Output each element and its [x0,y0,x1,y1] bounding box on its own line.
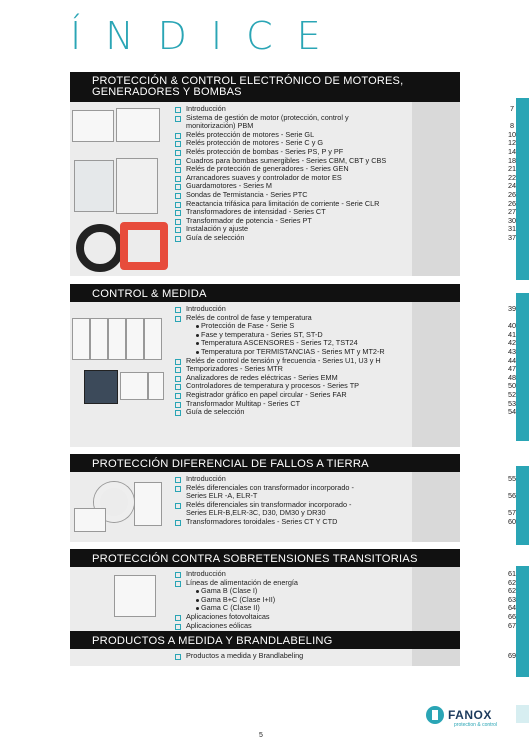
toc-list [173,651,517,661]
toc-entry-title: Guardamotores - Series M [186,181,272,191]
toc-list [173,474,517,527]
toc-entry-title: Temperatura ASCENSORES - Series T2, TST24 [201,338,358,348]
toc-entry-title: Series ELR -A, ELR-T [186,491,258,501]
toc-entry-title: Aplicaciones eólicas [186,620,252,630]
section-header [70,284,460,302]
bullet-icon [175,572,181,578]
section-header [70,72,460,102]
toc-entry-title: Instalación y ajuste [186,224,249,234]
toc-entry-page: 54 [507,407,517,417]
toc-entry-title: Líneas de alimentación de energía [186,577,298,587]
toc-entry-page: 40 [507,321,517,331]
toc-entry-page: 8 [509,121,515,131]
toc-entry-title: Sistema de gestión de motor (protección, control y [186,112,349,122]
dot-icon [196,334,199,337]
toc-entry-page: 14 [507,146,517,156]
toc-entry-page: 10 [507,129,517,139]
toc-entry-title: Relés de control de fase y temperatura [186,312,312,322]
toc-entry-title: Transformador de potencia - Series PT [186,215,312,225]
section-surge-protection [70,549,517,632]
controller-image [120,372,148,400]
bullet-icon [175,520,181,526]
toc-entry-title: Sondas de Termistancia - Series PTC [186,189,308,199]
page-column [412,567,460,632]
bullet-icon [175,141,181,147]
toc-entry-title: Fase y temperatura - Series ST, ST-D [201,329,323,339]
toc-entry-page: 39 [507,304,517,313]
toc-entry-page: 56 [507,491,517,501]
toc-entry-page: 48 [507,372,517,382]
bullet-icon [175,615,181,621]
bullet-icon [175,193,181,199]
bullet-icon [175,376,181,382]
bullet-icon [175,107,181,113]
bullet-icon [175,410,181,416]
bullet-icon [175,133,181,139]
bullet-icon [175,202,181,208]
page-number: 5 [259,732,263,739]
bullet-icon [175,236,181,242]
toc-entry-title: Gama C (Clase II) [201,603,260,613]
toc-entry-title: Reactancia trifásica para limitación de corriente - Serie CLR [186,198,380,208]
toc-list [173,304,517,417]
page-title: ÍNDICE [70,14,345,58]
toc-entry-page: 26 [507,198,517,208]
product-images [70,567,170,632]
toc-entry-page: 57 [507,508,517,518]
toc-entry-title: Introducción [186,569,226,578]
motor-relay-image [72,110,114,142]
toc-entry[interactable] [173,407,517,417]
toc-entry-title: Relés protección de motores - Serie C y G [186,138,324,148]
toc-entry-page: 61 [507,569,517,578]
toc-entry-title: Guía de selección [186,232,245,242]
bullet-icon [175,316,181,322]
toc-entry-page: 64 [507,603,517,613]
bullet-icon [175,581,181,587]
toc-entry-page: 67 [507,620,517,630]
dot-icon [196,342,199,345]
phase-relay-image-3 [108,318,126,360]
bullet-icon [175,367,181,373]
toc-entry-title: Introducción [186,474,226,483]
toc-entry-page: 37 [507,232,517,242]
current-transformer-image [76,224,124,272]
toc-entry-title: Transformador Multitap - Series CT [186,398,301,408]
page-column [412,102,460,276]
side-tab-5[interactable] [516,705,529,723]
toc-entry-title: Guía de selección [186,407,245,417]
toc-entry-title: Transformadores de intensidad - Series CT [186,207,326,217]
bullet-icon [175,227,181,233]
pump-panel-image-2 [116,158,158,214]
toc-entry-page: 31 [507,224,517,234]
phase-relay-image [72,318,90,360]
section-body [70,302,517,447]
section-header-text: PRODUCTOS A MEDIDA Y BRANDLABELING [92,635,333,647]
section-body [70,102,517,276]
toc-entry-title: Aplicaciones fotovoltaicas [186,611,270,621]
toc-entry-page: 62 [507,586,517,596]
toc-entry-title: Protección de Fase - Serie S [201,321,295,331]
product-images [70,472,170,542]
toc-entry-title: Introducción [186,104,226,113]
section-header [70,549,460,567]
toc-list [173,569,517,630]
toc-entry-page: 7 [509,104,515,113]
bullet-icon [175,184,181,190]
network-analyzer-image [84,370,118,404]
section-body [70,567,517,632]
toc-entry[interactable] [173,620,517,631]
dot-icon [196,590,199,593]
toc-entry-page: 43 [507,346,517,356]
toc-entry-title: Temperatura por TERMISTANCIAS - Series MT y MT2-R [201,346,385,356]
phase-relay-image-2 [90,318,108,360]
dot-icon [196,325,199,328]
bullet-icon [175,307,181,313]
toc-entry-title: monitorización) PBM [186,121,254,131]
toc-entry-title: Registrador gráfico en papel circular - Series FAR [186,389,347,399]
toc-entry-page: 24 [507,181,517,191]
toc-entry-page: 21 [507,164,517,174]
phase-relay-image-4 [126,318,144,360]
section-header [70,631,460,649]
bullet-icon [175,167,181,173]
bullet-icon [175,477,181,483]
bullet-icon [175,393,181,399]
bullet-icon [175,176,181,182]
logo-mark-icon [426,706,444,724]
toc-entry-title: Relés protección de bombas - Series PS, P y PF [186,146,344,156]
brand-tagline: protection & control [454,722,498,728]
toc-entry-page: 52 [507,389,517,399]
phase-relay-image-5 [144,318,162,360]
bullet-icon [175,159,181,165]
toc-entry-title: Introducción [186,304,226,313]
bullet-icon [175,150,181,156]
page-column [412,302,460,447]
bullet-icon [175,384,181,390]
pump-panel-image [74,160,114,212]
section-earth-fault [70,454,517,542]
brand-logo [426,706,506,728]
toc-entry-title: Temporizadores - Series MTR [186,364,283,374]
toc-entry-page: 18 [507,155,517,165]
toc-entry-page: 44 [507,355,517,365]
bullet-icon [175,210,181,216]
toc-entry-page: 63 [507,594,517,604]
toc-entry-title: Productos a medida y Brandlabeling [186,651,304,660]
bullet-icon [175,402,181,408]
toc-entry-title: Relés diferenciales sin transformador incorporado - [186,499,352,509]
bullet-icon [175,503,181,509]
toc-entry-title: Analizadores de redes eléctricas - Series EMM [186,372,338,382]
toc-entry-page: 26 [507,189,517,199]
section-motors [70,72,517,276]
toc-entry-page: 47 [507,364,517,374]
toc-entry-title: Relés de control de tensión y frecuencia - Series U1, U3 y H [186,355,381,365]
differential-relay-image-2 [134,482,162,526]
toc-entry-title: Relés diferenciales con transformador incorporado - [186,482,354,492]
dot-icon [196,607,199,610]
toc-entry-page: 60 [507,516,517,526]
current-transformer-image-2 [120,222,168,270]
differential-relay-image [74,508,106,532]
toc-entry-title: Transformadores toroidales - Series CT Y CTD [186,516,338,526]
toc-entry-title: Relés protección de motores - Serie GL [186,129,315,139]
toc-entry-title: Arrancadores suaves y controlador de motor ES [186,172,342,182]
toc-entry-page: 30 [507,215,517,225]
section-body [70,472,517,542]
toc-entry-title: Controladores de temperatura y procesos - Series TP [186,381,360,391]
section-header-text: PROTECCIÓN CONTRA SOBRETENSIONES TRANSITORIAS [92,553,418,565]
section-body [70,649,517,666]
toc-entry[interactable] [173,651,517,661]
toc-list [173,104,517,243]
page-column [412,649,460,666]
product-images [70,302,170,447]
section-control-measure [70,284,517,447]
toc-entry[interactable] [173,232,517,243]
section-header [70,454,460,472]
product-images [70,102,170,276]
dot-icon [196,599,199,602]
bullet-icon [175,654,181,660]
timer-image [148,372,164,400]
toc-entry-title: Series ELR-B,ELR-3C, D30, DM30 y DR30 [186,508,326,518]
motor-relay-image-2 [116,108,160,142]
dot-icon [196,351,199,354]
toc-entry-page: 22 [507,172,517,182]
bullet-icon [175,486,181,492]
brand-name: FANOX [448,708,492,722]
toc-entry-page: 42 [507,338,517,348]
toc-entry-page: 55 [507,474,517,483]
page-column [412,472,460,542]
toc-entry[interactable] [173,516,517,527]
toc-entry-page: 66 [507,611,517,621]
toc-entry-title: Gama B (Clase I) [201,586,258,596]
bullet-icon [175,359,181,365]
surge-protector-image [114,575,156,617]
toc-entry-page: 12 [507,138,517,148]
toc-entry-title: Cuadros para bombas sumergibles - Series CBM, CBT y CBS [186,155,387,165]
toc-entry-page: 62 [507,577,517,587]
section-brandlabeling [70,631,517,667]
bullet-icon [175,219,181,225]
toc-entry-page: 41 [507,329,517,339]
toc-entry-title: Gama B+C (Clase I+II) [201,594,276,604]
section-header-text: PROTECCIÓN & CONTROL ELECTRÓNICO DE MOTORES, GENERADORES Y BOMBAS [92,75,404,98]
toc-entry-page: 53 [507,398,517,408]
toc-entry-page: 69 [507,651,517,660]
bullet-icon [175,624,181,630]
toc-entry-title: Relés de protección de generadores - Series GEN [186,164,349,174]
section-header-text: PROTECCIÓN DIFERENCIAL DE FALLOS A TIERRA [92,458,369,470]
toc-entry-page: 27 [507,207,517,217]
bullet-icon [175,116,181,122]
toc-entry-page: 50 [507,381,517,391]
section-header-text: CONTROL & MEDIDA [92,288,207,300]
